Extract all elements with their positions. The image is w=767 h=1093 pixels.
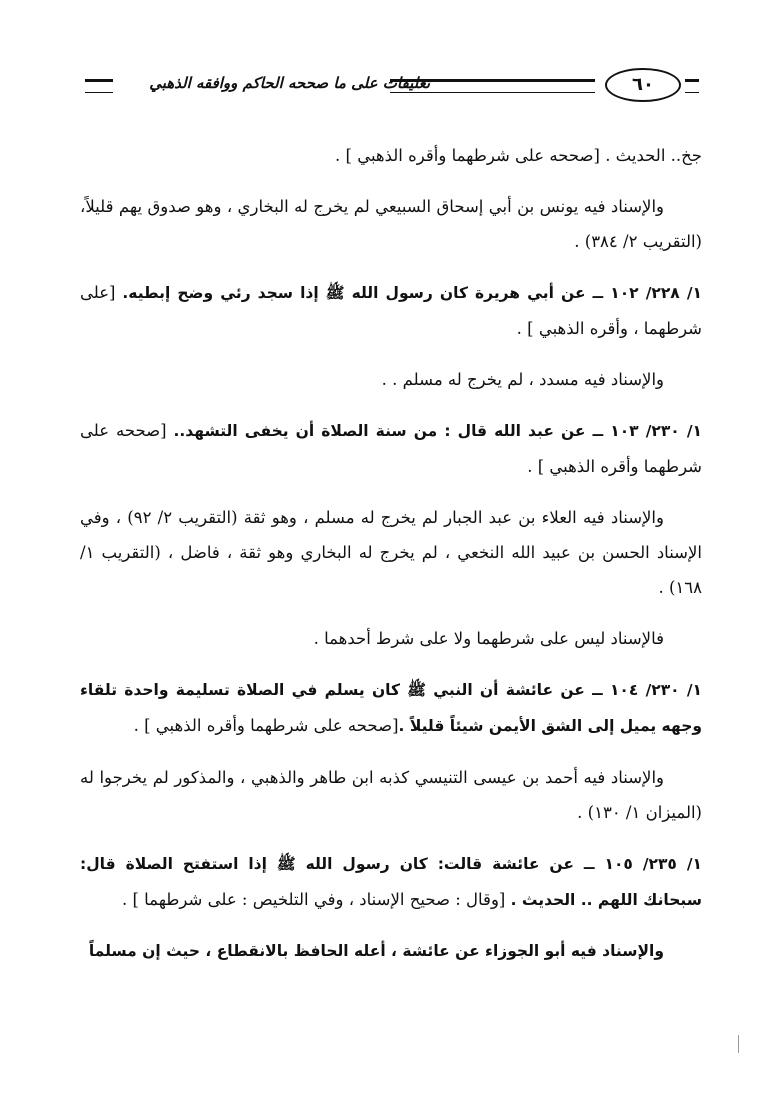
header-rule-left: [85, 79, 113, 93]
paragraph-commentary: والإسناد فيه أحمد بن عيسى التنيسي كذبه ابن طاهر والذهبي ، والمذكور لم يخرجوا له (الميزان ١/ ١٣٠) .: [80, 768, 702, 822]
page-number: ٦٠: [605, 68, 681, 102]
paragraph-continuation: جخ.. الحديث . [صححه على شرطهما وأقره الذهبي ] .: [335, 146, 702, 165]
hadith-entry-105: [80, 846, 702, 918]
hadith-entry-103: [80, 413, 702, 484]
hadith-entry-102: [80, 275, 702, 346]
page-content: [80, 138, 702, 985]
hadith-grading: [على شرطهما ، وأقره الذهبي ] .: [80, 283, 702, 338]
hadith-grading: [وقال : صحيح الإسناد ، وفي التلخيص : على شرطهما ] .: [121, 890, 511, 909]
paragraph-commentary: والإسناد فيه مسدد ، لم يخرج له مسلم . .: [381, 370, 664, 389]
scan-artifact: [738, 1035, 739, 1053]
hadith-text: ١/ ٢٣٠/ ١٠٤ ــ عن عائشة أن النبي ﷺ كان يسلم في الصلاة تسليمة واحدة تلقاء وجهه يميل إلى الشق الأيمن شيئاً قليلاً .: [80, 681, 702, 735]
hadith-text: ١/ ٢٢٨/ ١٠٢ ــ عن أبي هريرة كان رسول الله ﷺ إذا سجد رئي وضح إبطيه.: [122, 284, 702, 302]
running-title: تعليقات على ما صححه الحاكم ووافقه الذهبي: [149, 74, 430, 92]
hadith-text: ١/ ٢٣٠/ ١٠٣ ــ عن عبد الله قال : من سنة الصلاة أن يخفى التشهد..: [173, 422, 702, 440]
paragraph-commentary: والإسناد فيه العلاء بن عبد الجبار لم يخرج له مسلم ، وهو ثقة (التقريب ٢/ ٩٢) ، وفي الإسناد الحسن بن عبيد الله النخعي ، لم يخرج له البخاري وهو ثقة ، فاضل ، (التقريب ١/ ١٦٨) .: [80, 508, 702, 597]
hadith-grading: [صححه على شرطهما وأقره الذهبي ] .: [80, 421, 702, 476]
hadith-grading: [صححه على شرطهما وأقره الذهبي ] .: [133, 716, 399, 735]
running-header: [60, 66, 700, 116]
hadith-text: ١/ ٢٣٥/ ١٠٥ ــ عن عائشة قالت: كان رسول الله ﷺ إذا استفتح الصلاة قال: سبحانك اللهم .. الحديث .: [80, 855, 702, 909]
header-rule-right: [390, 79, 595, 93]
paragraph-commentary: فالإسناد ليس على شرطهما ولا على شرط أحدهما .: [313, 629, 664, 648]
header-rule-far-right: [685, 79, 699, 93]
hadith-entry-104: [80, 672, 702, 744]
paragraph-commentary: والإسناد فيه يونس بن أبي إسحاق السبيعي لم يخرج له البخاري ، وهو صدوق يهم قليلاً، (التقريب ٢/ ٣٨٤) .: [80, 197, 702, 251]
paragraph-commentary: والإسناد فيه أبو الجوزاء عن عائشة ، أعله الحافظ بالانقطاع ، حيث إن مسلماً: [88, 942, 664, 960]
